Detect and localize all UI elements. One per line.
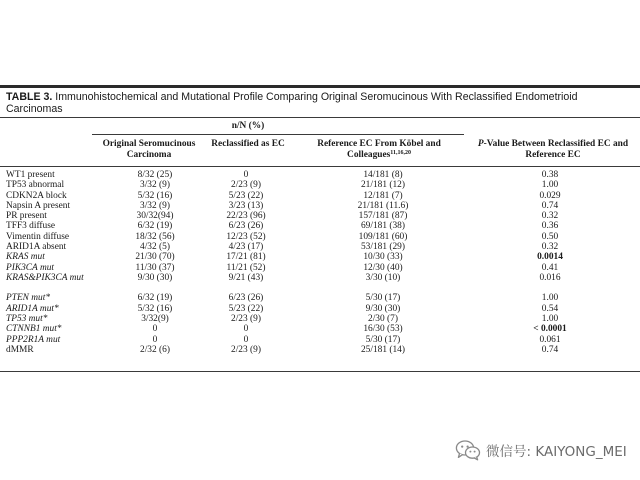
row-label: Napsin A present — [6, 200, 71, 211]
col-header-reference-refs: 11,16,20 — [390, 150, 411, 156]
cell-reference: 53/181 (29) — [360, 242, 405, 253]
table-row — [6, 242, 640, 252]
cell-pvalue: 0.38 — [541, 170, 559, 180]
cell-reclassified: 0 — [243, 170, 249, 180]
cell-pvalue: 0.74 — [541, 344, 559, 355]
cell-original: 0 — [152, 324, 158, 335]
table-title: Immunohistochemical and Mutational Profile Comparing Original Seromucinous With Reclassified Endometrioid Carcinomas — [6, 91, 578, 115]
table-row — [6, 314, 640, 324]
cell-original: 11/30 (37) — [135, 262, 175, 273]
row-label: TP53 mut* — [6, 313, 48, 324]
cell-original: 3/32 (9) — [140, 200, 170, 211]
row-label: dMMR — [6, 344, 34, 355]
cell-pvalue: 0.41 — [541, 262, 559, 273]
cell-reclassified: 5/23 (22) — [228, 303, 264, 314]
cell-pvalue: 0.74 — [541, 200, 559, 211]
cell-pvalue: 0.0014 — [537, 252, 563, 263]
row-label: CTNNB1 mut* — [6, 324, 62, 335]
row-label: KRAS mut — [6, 252, 45, 263]
cell-reference: 157/181 (87) — [358, 211, 408, 222]
cell-reference: 109/181 (60) — [358, 231, 408, 242]
cell-pvalue: 0.061 — [539, 334, 561, 345]
cell-original: 3/32 (9) — [140, 180, 170, 191]
cell-pvalue: 0.54 — [541, 303, 559, 314]
table-bottom-rule — [0, 371, 640, 372]
table-row — [6, 232, 640, 242]
cell-reference: 21/181 (11.6) — [357, 200, 409, 211]
cell-pvalue: 0.36 — [541, 221, 559, 232]
cell-pvalue: 1.00 — [541, 313, 559, 324]
col-header-pvalue — [470, 139, 636, 161]
cell-reclassified: 9/21 (43) — [228, 272, 264, 283]
cell-reclassified: 2/23 (9) — [231, 344, 261, 355]
row-label: Vimentin diffuse — [6, 231, 70, 242]
cell-reference: 9/30 (30) — [365, 303, 401, 314]
cell-reclassified: 0 — [243, 324, 249, 335]
cell-reclassified: 3/23 (13) — [228, 200, 264, 211]
cell-reference: 12/181 (7) — [363, 190, 403, 201]
cell-reclassified: 22/23 (96) — [226, 211, 266, 222]
cell-original: 0 — [152, 334, 158, 345]
cell-original: 21/30 (70) — [135, 252, 175, 263]
cell-pvalue: < 0.0001 — [533, 324, 567, 335]
col-header-pvalue-label: -Value Between Reclassified EC and Reference EC — [483, 139, 629, 160]
header-rule — [0, 166, 640, 167]
cell-reclassified: 6/23 (26) — [228, 221, 264, 232]
table-row — [6, 191, 640, 201]
col-header-original — [92, 139, 206, 161]
cell-reclassified: 5/23 (22) — [228, 190, 264, 201]
row-label: ARID1A mut* — [6, 303, 59, 314]
row-label: PTEN mut* — [6, 293, 51, 304]
wechat-logo-icon — [455, 439, 481, 461]
group-header-rule — [92, 134, 464, 135]
cell-reference: 5/30 (17) — [365, 293, 401, 304]
table-row — [6, 324, 640, 334]
cell-pvalue: 0.029 — [539, 190, 561, 201]
table-caption — [6, 91, 636, 115]
cell-reference: 12/30 (40) — [363, 262, 403, 273]
row-label: PPP2R1A mut — [6, 334, 61, 345]
row-label: KRAS&PIK3CA mut — [6, 272, 84, 283]
table-body — [6, 170, 640, 355]
cell-reclassified: 6/23 (26) — [228, 293, 264, 304]
table-row — [6, 273, 640, 293]
cell-pvalue: 1.00 — [541, 180, 559, 191]
cell-reference: 5/30 (17) — [365, 334, 401, 345]
col-header-reference — [302, 139, 456, 161]
cell-reference: 69/181 (38) — [360, 221, 405, 232]
caption-rule — [0, 117, 640, 118]
cell-pvalue: 0.32 — [541, 211, 559, 222]
cell-pvalue: 0.32 — [541, 242, 559, 253]
cell-reference: 14/181 (8) — [363, 170, 403, 180]
table-top-rule — [0, 85, 640, 88]
cell-pvalue: 0.50 — [541, 231, 559, 242]
row-label: TFF3 diffuse — [6, 221, 56, 232]
cell-reclassified: 12/23 (52) — [226, 231, 266, 242]
col-header-original-label: Original Seromucinous Carcinoma — [102, 139, 196, 160]
row-label: PIK3CA mut — [6, 262, 55, 273]
cell-reclassified: 0 — [243, 334, 249, 345]
cell-pvalue: 1.00 — [541, 293, 559, 304]
group-header — [192, 121, 304, 132]
table-row — [6, 221, 640, 231]
cell-original: 18/32 (56) — [135, 231, 175, 242]
table-row — [6, 304, 640, 314]
table-row — [6, 345, 640, 355]
table-number: TABLE 3. — [6, 91, 53, 103]
row-label: CDKN2A block — [6, 190, 67, 201]
cell-reference: 25/181 (14) — [360, 344, 405, 355]
cell-reclassified: 2/23 (9) — [231, 313, 261, 324]
table-row — [6, 180, 640, 190]
cell-reclassified: 2/23 (9) — [231, 180, 261, 191]
row-label: ARID1A absent — [6, 242, 67, 253]
cell-reference: 3/30 (10) — [365, 272, 401, 283]
cell-original: 6/32 (19) — [137, 221, 173, 232]
cell-original: 6/32 (19) — [137, 293, 173, 304]
table-row — [6, 211, 640, 221]
cell-original: 2/32 (6) — [140, 344, 170, 355]
col-header-pvalue-italic: P — [477, 139, 484, 149]
table-row — [6, 293, 640, 303]
cell-original: 4/32 (5) — [140, 242, 170, 253]
watermark — [455, 437, 627, 463]
cell-reference: 16/30 (53) — [363, 324, 403, 335]
cell-original: 30/32(94) — [136, 211, 174, 222]
row-label: PR present — [6, 211, 47, 222]
cell-reference: 21/181 (12) — [360, 180, 405, 191]
cell-original: 3/32(9) — [141, 313, 169, 324]
cell-pvalue: 0.016 — [539, 272, 561, 283]
table-row — [6, 170, 640, 180]
col-header-reclassified-label: Reclassified as EC — [211, 139, 285, 149]
row-label: WT1 present — [6, 170, 55, 180]
cell-reference: 10/30 (33) — [363, 252, 403, 263]
cell-reclassified: 4/23 (17) — [228, 242, 264, 253]
col-header-reclassified — [210, 139, 286, 150]
cell-original: 8/32 (25) — [137, 170, 173, 180]
cell-original: 5/32 (16) — [137, 303, 173, 314]
watermark-text: 微信号: KAIYONG_MEI — [486, 444, 627, 460]
group-header-label: n/N (%) — [231, 121, 265, 131]
table-row — [6, 263, 640, 273]
table-row — [6, 252, 640, 262]
cell-original: 9/30 (30) — [137, 272, 173, 283]
cell-reclassified: 11/21 (52) — [226, 262, 266, 273]
cell-reference: 2/30 (7) — [368, 313, 398, 324]
cell-original: 5/32 (16) — [137, 190, 173, 201]
table-row — [6, 335, 640, 345]
table-row — [6, 201, 640, 211]
col-header-reference-label: Reference EC From Köbel and Colleagues — [317, 139, 441, 160]
cell-reclassified: 17/21 (81) — [226, 252, 266, 263]
row-label: TP53 abnormal — [6, 180, 65, 191]
